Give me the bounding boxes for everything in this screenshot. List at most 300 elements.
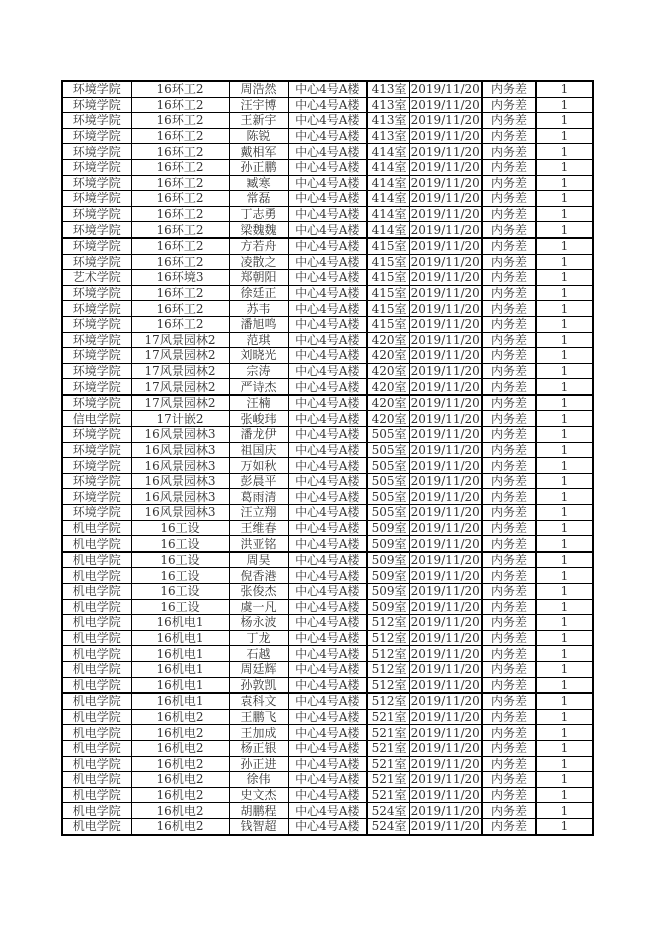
date-cell: 2019/11/20 bbox=[409, 615, 482, 631]
room-cell: 524室 bbox=[367, 818, 409, 834]
count-cell: 1 bbox=[536, 411, 593, 427]
student-name-cell: 徐伟 bbox=[229, 772, 288, 788]
class-cell: 16环工2 bbox=[131, 159, 229, 175]
room-cell: 414室 bbox=[367, 175, 409, 191]
violation-type-cell: 内务差 bbox=[482, 191, 536, 207]
building-cell: 中心4号A楼 bbox=[288, 615, 367, 631]
college-cell: 机电学院 bbox=[62, 803, 131, 819]
room-cell: 420室 bbox=[367, 363, 409, 379]
class-cell: 16环工2 bbox=[131, 301, 229, 317]
date-cell: 2019/11/20 bbox=[409, 646, 482, 662]
class-cell: 16环工2 bbox=[131, 128, 229, 144]
class-cell: 16环工2 bbox=[131, 316, 229, 332]
class-cell: 17风景园林2 bbox=[131, 363, 229, 379]
count-cell: 1 bbox=[536, 128, 593, 144]
violation-type-cell: 内务差 bbox=[482, 552, 536, 568]
college-cell: 机电学院 bbox=[62, 584, 131, 600]
room-cell: 414室 bbox=[367, 206, 409, 222]
college-cell: 环境学院 bbox=[62, 316, 131, 332]
class-cell: 16机电2 bbox=[131, 772, 229, 788]
class-cell: 16风景园林3 bbox=[131, 427, 229, 443]
room-cell: 512室 bbox=[367, 677, 409, 693]
building-cell: 中心4号A楼 bbox=[288, 693, 367, 709]
college-cell: 环境学院 bbox=[62, 175, 131, 191]
room-cell: 512室 bbox=[367, 693, 409, 709]
class-cell: 16工设 bbox=[131, 599, 229, 615]
room-cell: 414室 bbox=[367, 159, 409, 175]
class-cell: 16机电1 bbox=[131, 630, 229, 646]
room-cell: 420室 bbox=[367, 411, 409, 427]
violation-type-cell: 内务差 bbox=[482, 427, 536, 443]
room-cell: 413室 bbox=[367, 97, 409, 113]
table-row bbox=[62, 505, 593, 521]
student-name-cell: 史文杰 bbox=[229, 787, 288, 803]
date-cell: 2019/11/20 bbox=[409, 536, 482, 552]
table-row bbox=[62, 191, 593, 207]
class-cell: 16机电2 bbox=[131, 756, 229, 772]
building-cell: 中心4号A楼 bbox=[288, 756, 367, 772]
college-cell: 环境学院 bbox=[62, 489, 131, 505]
room-cell: 521室 bbox=[367, 709, 409, 725]
class-cell: 16机电2 bbox=[131, 818, 229, 834]
class-cell: 16机电2 bbox=[131, 740, 229, 756]
table-row bbox=[62, 818, 593, 834]
room-cell: 505室 bbox=[367, 442, 409, 458]
violation-type-cell: 内务差 bbox=[482, 505, 536, 521]
table-row bbox=[62, 489, 593, 505]
table-row bbox=[62, 254, 593, 270]
class-cell: 16环工2 bbox=[131, 254, 229, 270]
student-name-cell: 虞一凡 bbox=[229, 599, 288, 615]
class-cell: 16风景园林3 bbox=[131, 489, 229, 505]
violation-type-cell: 内务差 bbox=[482, 520, 536, 536]
date-cell: 2019/11/20 bbox=[409, 584, 482, 600]
count-cell: 1 bbox=[536, 379, 593, 395]
date-cell: 2019/11/20 bbox=[409, 520, 482, 536]
date-cell: 2019/11/20 bbox=[409, 442, 482, 458]
student-name-cell: 汪宇博 bbox=[229, 97, 288, 113]
student-name-cell: 臧寒 bbox=[229, 175, 288, 191]
date-cell: 2019/11/20 bbox=[409, 818, 482, 834]
date-cell: 2019/11/20 bbox=[409, 411, 482, 427]
class-cell: 16机电2 bbox=[131, 725, 229, 741]
room-cell: 420室 bbox=[367, 379, 409, 395]
building-cell: 中心4号A楼 bbox=[288, 395, 367, 411]
class-cell: 16机电1 bbox=[131, 646, 229, 662]
college-cell: 机电学院 bbox=[62, 599, 131, 615]
class-cell: 16环工2 bbox=[131, 191, 229, 207]
table-row bbox=[62, 630, 593, 646]
building-cell: 中心4号A楼 bbox=[288, 552, 367, 568]
class-cell: 16机电1 bbox=[131, 693, 229, 709]
class-cell: 16环工2 bbox=[131, 206, 229, 222]
college-cell: 环境学院 bbox=[62, 442, 131, 458]
class-cell: 17风景园林2 bbox=[131, 332, 229, 348]
date-cell: 2019/11/20 bbox=[409, 238, 482, 254]
count-cell: 1 bbox=[536, 285, 593, 301]
table-row bbox=[62, 803, 593, 819]
building-cell: 中心4号A楼 bbox=[288, 254, 367, 270]
room-cell: 413室 bbox=[367, 128, 409, 144]
student-name-cell: 袁科文 bbox=[229, 693, 288, 709]
violation-type-cell: 内务差 bbox=[482, 473, 536, 489]
building-cell: 中心4号A楼 bbox=[288, 191, 367, 207]
date-cell: 2019/11/20 bbox=[409, 599, 482, 615]
count-cell: 1 bbox=[536, 693, 593, 709]
count-cell: 1 bbox=[536, 316, 593, 332]
student-name-cell: 胡鹏程 bbox=[229, 803, 288, 819]
room-cell: 512室 bbox=[367, 646, 409, 662]
violation-type-cell: 内务差 bbox=[482, 254, 536, 270]
building-cell: 中心4号A楼 bbox=[288, 803, 367, 819]
class-cell: 16机电2 bbox=[131, 803, 229, 819]
student-name-cell: 范琪 bbox=[229, 332, 288, 348]
building-cell: 中心4号A楼 bbox=[288, 725, 367, 741]
violation-type-cell: 内务差 bbox=[482, 97, 536, 113]
count-cell: 1 bbox=[536, 348, 593, 364]
table-row bbox=[62, 552, 593, 568]
student-name-cell: 钱智超 bbox=[229, 818, 288, 834]
table-row bbox=[62, 646, 593, 662]
violation-type-cell: 内务差 bbox=[482, 677, 536, 693]
student-name-cell: 孙敦凯 bbox=[229, 677, 288, 693]
date-cell: 2019/11/20 bbox=[409, 568, 482, 584]
college-cell: 机电学院 bbox=[62, 818, 131, 834]
count-cell: 1 bbox=[536, 677, 593, 693]
violation-type-cell: 内务差 bbox=[482, 458, 536, 474]
room-cell: 509室 bbox=[367, 536, 409, 552]
college-cell: 机电学院 bbox=[62, 787, 131, 803]
student-name-cell: 万如秋 bbox=[229, 458, 288, 474]
student-name-cell: 杨永波 bbox=[229, 615, 288, 631]
class-cell: 16机电1 bbox=[131, 677, 229, 693]
building-cell: 中心4号A楼 bbox=[288, 159, 367, 175]
violation-type-cell: 内务差 bbox=[482, 363, 536, 379]
date-cell: 2019/11/20 bbox=[409, 677, 482, 693]
room-cell: 420室 bbox=[367, 332, 409, 348]
table-row bbox=[62, 520, 593, 536]
class-cell: 16风景园林3 bbox=[131, 458, 229, 474]
table-row bbox=[62, 772, 593, 788]
count-cell: 1 bbox=[536, 301, 593, 317]
room-cell: 509室 bbox=[367, 568, 409, 584]
count-cell: 1 bbox=[536, 740, 593, 756]
building-cell: 中心4号A楼 bbox=[288, 599, 367, 615]
building-cell: 中心4号A楼 bbox=[288, 709, 367, 725]
table-row bbox=[62, 159, 593, 175]
count-cell: 1 bbox=[536, 144, 593, 160]
building-cell: 中心4号A楼 bbox=[288, 206, 367, 222]
class-cell: 16环工2 bbox=[131, 175, 229, 191]
table-row bbox=[62, 395, 593, 411]
violation-type-cell: 内务差 bbox=[482, 175, 536, 191]
college-cell: 环境学院 bbox=[62, 238, 131, 254]
class-cell: 16工设 bbox=[131, 584, 229, 600]
room-cell: 521室 bbox=[367, 756, 409, 772]
table-row bbox=[62, 740, 593, 756]
class-cell: 16工设 bbox=[131, 568, 229, 584]
table-row bbox=[62, 348, 593, 364]
table-row bbox=[62, 206, 593, 222]
college-cell: 环境学院 bbox=[62, 159, 131, 175]
class-cell: 16环境3 bbox=[131, 270, 229, 286]
table-row bbox=[62, 316, 593, 332]
count-cell: 1 bbox=[536, 646, 593, 662]
violation-type-cell: 内务差 bbox=[482, 709, 536, 725]
count-cell: 1 bbox=[536, 787, 593, 803]
college-cell: 机电学院 bbox=[62, 740, 131, 756]
count-cell: 1 bbox=[536, 709, 593, 725]
student-name-cell: 王鹏飞 bbox=[229, 709, 288, 725]
count-cell: 1 bbox=[536, 206, 593, 222]
date-cell: 2019/11/20 bbox=[409, 222, 482, 238]
student-name-cell: 郑朝阳 bbox=[229, 270, 288, 286]
college-cell: 机电学院 bbox=[62, 615, 131, 631]
table-row bbox=[62, 568, 593, 584]
date-cell: 2019/11/20 bbox=[409, 81, 482, 97]
room-cell: 512室 bbox=[367, 615, 409, 631]
college-cell: 机电学院 bbox=[62, 552, 131, 568]
count-cell: 1 bbox=[536, 725, 593, 741]
violation-type-cell: 内务差 bbox=[482, 442, 536, 458]
count-cell: 1 bbox=[536, 442, 593, 458]
student-name-cell: 孙正鹏 bbox=[229, 159, 288, 175]
class-cell: 17计嵌2 bbox=[131, 411, 229, 427]
count-cell: 1 bbox=[536, 615, 593, 631]
table-row bbox=[62, 756, 593, 772]
violation-type-cell: 内务差 bbox=[482, 348, 536, 364]
college-cell: 环境学院 bbox=[62, 473, 131, 489]
college-cell: 机电学院 bbox=[62, 756, 131, 772]
room-cell: 413室 bbox=[367, 113, 409, 129]
count-cell: 1 bbox=[536, 489, 593, 505]
count-cell: 1 bbox=[536, 332, 593, 348]
table-row bbox=[62, 175, 593, 191]
room-cell: 509室 bbox=[367, 552, 409, 568]
count-cell: 1 bbox=[536, 803, 593, 819]
room-cell: 505室 bbox=[367, 473, 409, 489]
college-cell: 机电学院 bbox=[62, 661, 131, 677]
college-cell: 环境学院 bbox=[62, 395, 131, 411]
building-cell: 中心4号A楼 bbox=[288, 818, 367, 834]
building-cell: 中心4号A楼 bbox=[288, 348, 367, 364]
class-cell: 16环工2 bbox=[131, 238, 229, 254]
date-cell: 2019/11/20 bbox=[409, 709, 482, 725]
student-name-cell: 周浩然 bbox=[229, 81, 288, 97]
student-name-cell: 汪立翔 bbox=[229, 505, 288, 521]
violation-type-cell: 内务差 bbox=[482, 285, 536, 301]
class-cell: 16风景园林3 bbox=[131, 442, 229, 458]
class-cell: 16工设 bbox=[131, 520, 229, 536]
room-cell: 415室 bbox=[367, 238, 409, 254]
class-cell: 16环工2 bbox=[131, 144, 229, 160]
date-cell: 2019/11/20 bbox=[409, 270, 482, 286]
student-name-cell: 苏韦 bbox=[229, 301, 288, 317]
violation-type-cell: 内务差 bbox=[482, 536, 536, 552]
table-row bbox=[62, 615, 593, 631]
room-cell: 420室 bbox=[367, 348, 409, 364]
room-cell: 512室 bbox=[367, 661, 409, 677]
room-cell: 414室 bbox=[367, 191, 409, 207]
count-cell: 1 bbox=[536, 159, 593, 175]
building-cell: 中心4号A楼 bbox=[288, 427, 367, 443]
college-cell: 环境学院 bbox=[62, 128, 131, 144]
table-row bbox=[62, 97, 593, 113]
building-cell: 中心4号A楼 bbox=[288, 97, 367, 113]
college-cell: 环境学院 bbox=[62, 285, 131, 301]
class-cell: 16环工2 bbox=[131, 222, 229, 238]
building-cell: 中心4号A楼 bbox=[288, 772, 367, 788]
student-name-cell: 张峻玮 bbox=[229, 411, 288, 427]
college-cell: 环境学院 bbox=[62, 206, 131, 222]
student-name-cell: 王加成 bbox=[229, 725, 288, 741]
building-cell: 中心4号A楼 bbox=[288, 458, 367, 474]
count-cell: 1 bbox=[536, 97, 593, 113]
student-name-cell: 汪楠 bbox=[229, 395, 288, 411]
date-cell: 2019/11/20 bbox=[409, 505, 482, 521]
count-cell: 1 bbox=[536, 395, 593, 411]
table-row bbox=[62, 285, 593, 301]
class-cell: 16环工2 bbox=[131, 81, 229, 97]
table-row bbox=[62, 113, 593, 129]
room-cell: 505室 bbox=[367, 427, 409, 443]
building-cell: 中心4号A楼 bbox=[288, 238, 367, 254]
date-cell: 2019/11/20 bbox=[409, 363, 482, 379]
date-cell: 2019/11/20 bbox=[409, 128, 482, 144]
violation-type-cell: 内务差 bbox=[482, 332, 536, 348]
violation-type-cell: 内务差 bbox=[482, 316, 536, 332]
violation-type-cell: 内务差 bbox=[482, 630, 536, 646]
date-cell: 2019/11/20 bbox=[409, 661, 482, 677]
count-cell: 1 bbox=[536, 520, 593, 536]
building-cell: 中心4号A楼 bbox=[288, 505, 367, 521]
building-cell: 中心4号A楼 bbox=[288, 473, 367, 489]
college-cell: 环境学院 bbox=[62, 348, 131, 364]
room-cell: 509室 bbox=[367, 584, 409, 600]
student-name-cell: 倪香港 bbox=[229, 568, 288, 584]
building-cell: 中心4号A楼 bbox=[288, 442, 367, 458]
violation-type-cell: 内务差 bbox=[482, 772, 536, 788]
table-row bbox=[62, 599, 593, 615]
count-cell: 1 bbox=[536, 584, 593, 600]
count-cell: 1 bbox=[536, 772, 593, 788]
student-name-cell: 陈锐 bbox=[229, 128, 288, 144]
building-cell: 中心4号A楼 bbox=[288, 379, 367, 395]
college-cell: 环境学院 bbox=[62, 113, 131, 129]
room-cell: 521室 bbox=[367, 787, 409, 803]
date-cell: 2019/11/20 bbox=[409, 740, 482, 756]
table-row bbox=[62, 238, 593, 254]
date-cell: 2019/11/20 bbox=[409, 772, 482, 788]
violation-type-cell: 内务差 bbox=[482, 661, 536, 677]
date-cell: 2019/11/20 bbox=[409, 97, 482, 113]
college-cell: 机电学院 bbox=[62, 772, 131, 788]
class-cell: 17风景园林2 bbox=[131, 348, 229, 364]
room-cell: 414室 bbox=[367, 222, 409, 238]
table-row bbox=[62, 363, 593, 379]
date-cell: 2019/11/20 bbox=[409, 159, 482, 175]
building-cell: 中心4号A楼 bbox=[288, 489, 367, 505]
table-row bbox=[62, 725, 593, 741]
date-cell: 2019/11/20 bbox=[409, 787, 482, 803]
class-cell: 16风景园林3 bbox=[131, 473, 229, 489]
violation-type-cell: 内务差 bbox=[482, 128, 536, 144]
building-cell: 中心4号A楼 bbox=[288, 740, 367, 756]
student-name-cell: 严诗杰 bbox=[229, 379, 288, 395]
count-cell: 1 bbox=[536, 363, 593, 379]
table-row bbox=[62, 411, 593, 427]
building-cell: 中心4号A楼 bbox=[288, 584, 367, 600]
violation-type-cell: 内务差 bbox=[482, 222, 536, 238]
room-cell: 414室 bbox=[367, 144, 409, 160]
student-name-cell: 常磊 bbox=[229, 191, 288, 207]
violation-type-cell: 内务差 bbox=[482, 206, 536, 222]
student-name-cell: 王维春 bbox=[229, 520, 288, 536]
college-cell: 环境学院 bbox=[62, 363, 131, 379]
student-name-cell: 王新宇 bbox=[229, 113, 288, 129]
class-cell: 16机电1 bbox=[131, 615, 229, 631]
table-row bbox=[62, 661, 593, 677]
date-cell: 2019/11/20 bbox=[409, 427, 482, 443]
room-cell: 512室 bbox=[367, 630, 409, 646]
violation-type-cell: 内务差 bbox=[482, 379, 536, 395]
room-cell: 509室 bbox=[367, 520, 409, 536]
table-row bbox=[62, 677, 593, 693]
college-cell: 艺术学院 bbox=[62, 270, 131, 286]
table-row bbox=[62, 222, 593, 238]
class-cell: 16环工2 bbox=[131, 97, 229, 113]
date-cell: 2019/11/20 bbox=[409, 473, 482, 489]
room-cell: 521室 bbox=[367, 772, 409, 788]
violation-type-cell: 内务差 bbox=[482, 803, 536, 819]
date-cell: 2019/11/20 bbox=[409, 144, 482, 160]
date-cell: 2019/11/20 bbox=[409, 552, 482, 568]
student-name-cell: 刘晓光 bbox=[229, 348, 288, 364]
college-cell: 环境学院 bbox=[62, 191, 131, 207]
violation-type-cell: 内务差 bbox=[482, 568, 536, 584]
building-cell: 中心4号A楼 bbox=[288, 332, 367, 348]
table-row bbox=[62, 81, 593, 97]
violation-type-cell: 内务差 bbox=[482, 411, 536, 427]
date-cell: 2019/11/20 bbox=[409, 458, 482, 474]
college-cell: 机电学院 bbox=[62, 568, 131, 584]
college-cell: 机电学院 bbox=[62, 646, 131, 662]
building-cell: 中心4号A楼 bbox=[288, 270, 367, 286]
student-name-cell: 潘龙伊 bbox=[229, 427, 288, 443]
date-cell: 2019/11/20 bbox=[409, 725, 482, 741]
room-cell: 505室 bbox=[367, 489, 409, 505]
violation-type-cell: 内务差 bbox=[482, 646, 536, 662]
building-cell: 中心4号A楼 bbox=[288, 520, 367, 536]
building-cell: 中心4号A楼 bbox=[288, 285, 367, 301]
building-cell: 中心4号A楼 bbox=[288, 646, 367, 662]
violation-type-cell: 内务差 bbox=[482, 144, 536, 160]
class-cell: 17风景园林2 bbox=[131, 395, 229, 411]
violation-type-cell: 内务差 bbox=[482, 725, 536, 741]
violation-type-cell: 内务差 bbox=[482, 615, 536, 631]
building-cell: 中心4号A楼 bbox=[288, 536, 367, 552]
table-row bbox=[62, 584, 593, 600]
date-cell: 2019/11/20 bbox=[409, 630, 482, 646]
student-name-cell: 葛雨清 bbox=[229, 489, 288, 505]
class-cell: 16机电2 bbox=[131, 709, 229, 725]
building-cell: 中心4号A楼 bbox=[288, 222, 367, 238]
inspection-table bbox=[61, 80, 594, 836]
room-cell: 413室 bbox=[367, 81, 409, 97]
college-cell: 环境学院 bbox=[62, 458, 131, 474]
room-cell: 415室 bbox=[367, 316, 409, 332]
college-cell: 环境学院 bbox=[62, 332, 131, 348]
